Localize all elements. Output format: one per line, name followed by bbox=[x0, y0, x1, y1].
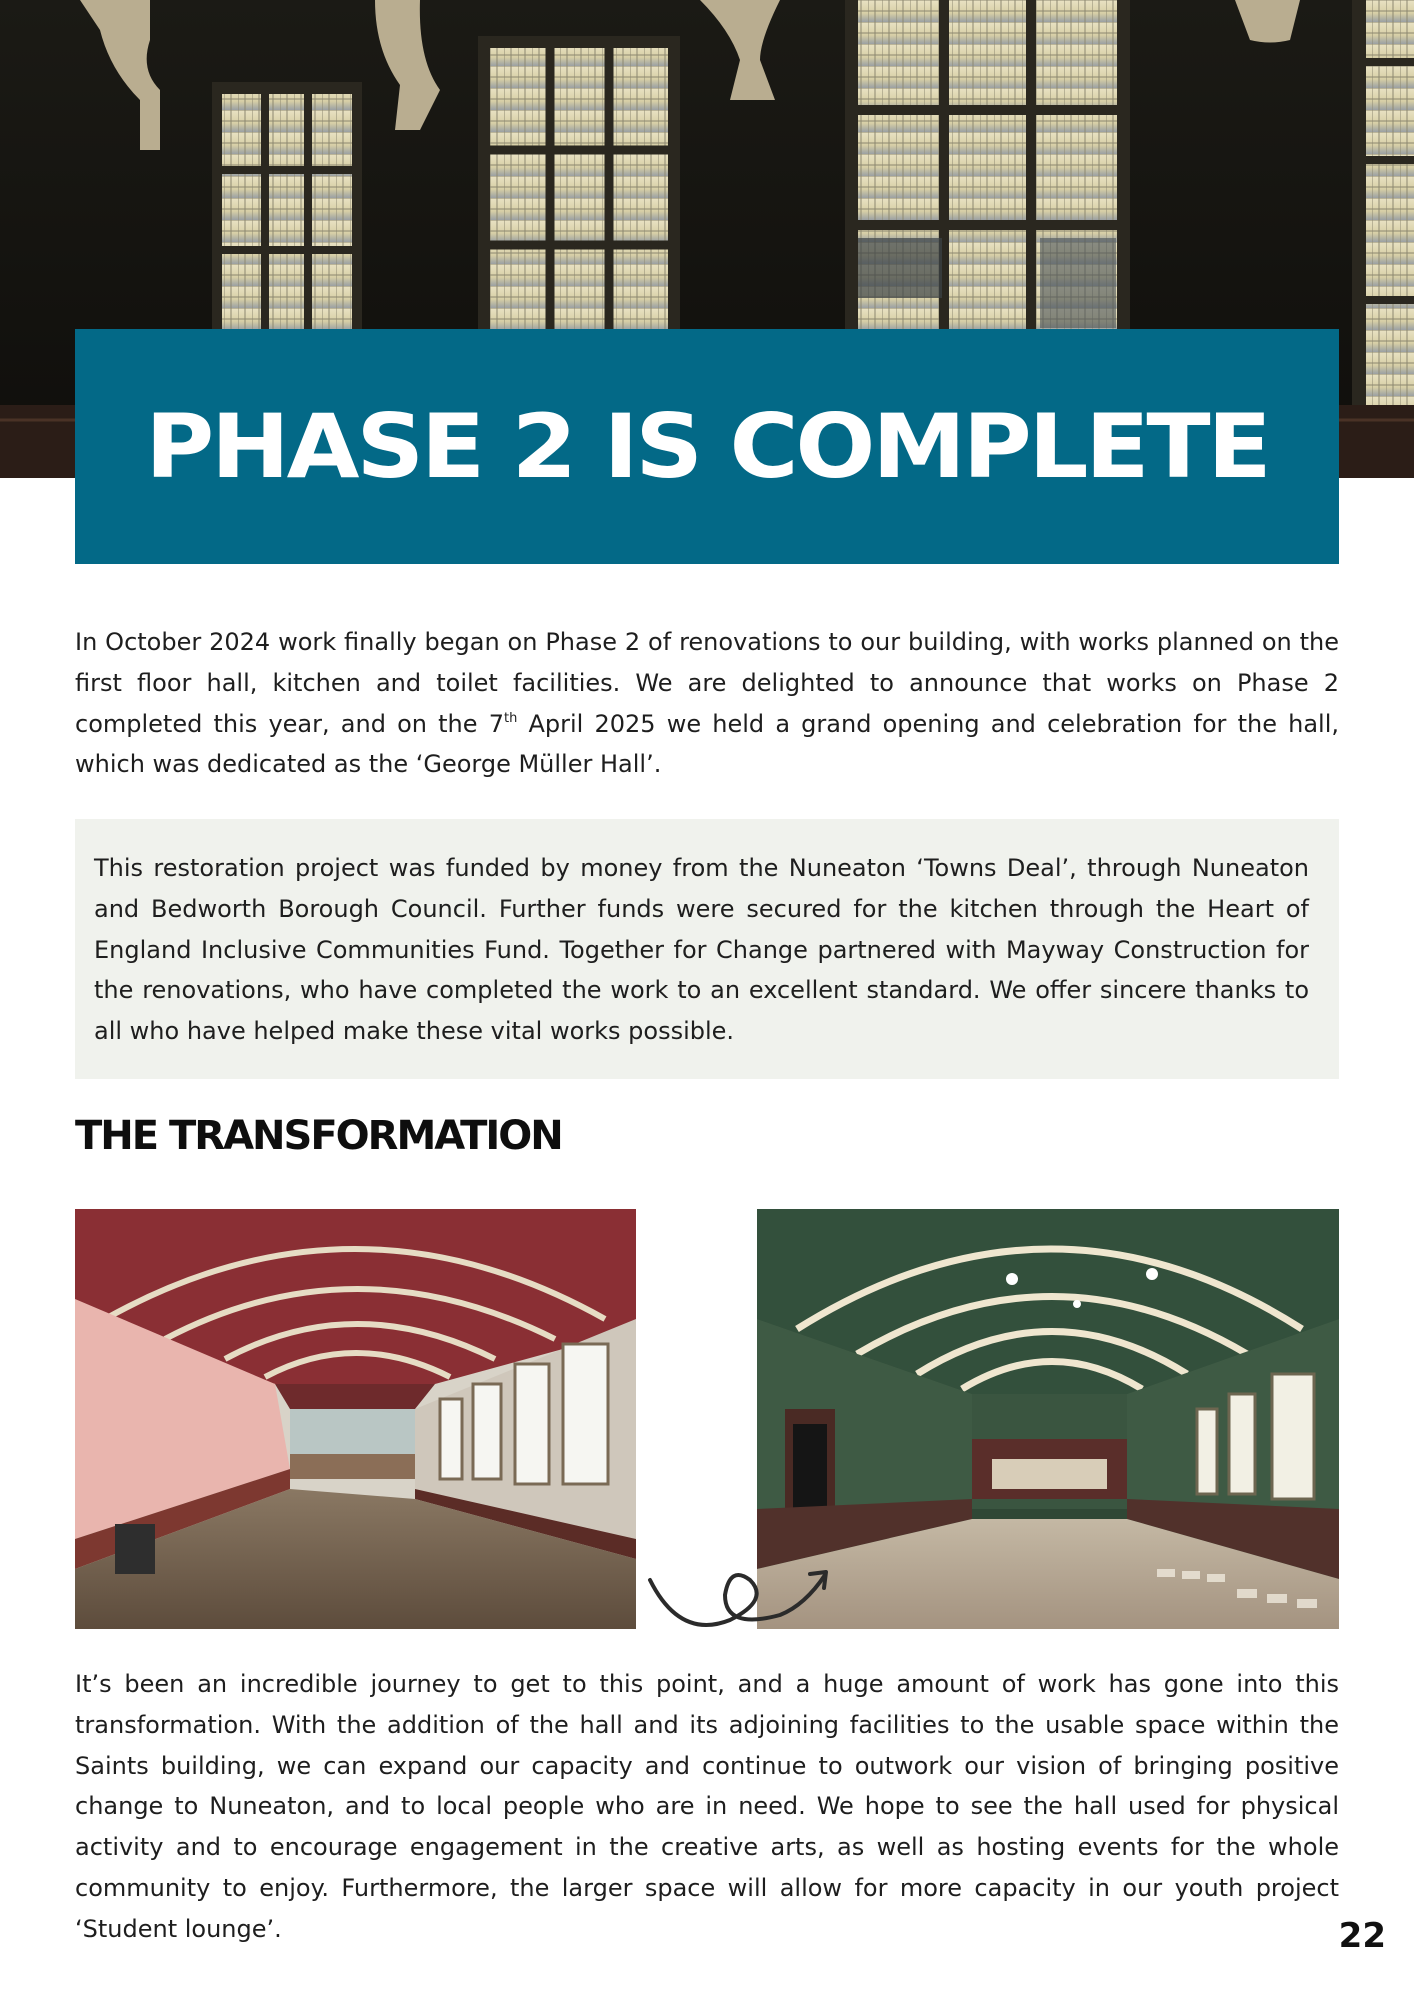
closing-paragraph: It’s been an incredible journey to get to this point, and a huge amount of work has gone into this transformation. With the addition of the hall and its adjoining facilities to the usable space within the Saints building, we can expand our capacity and continue to outwork our vision of bringing positive change to Nuneaton, and to local people who are in need. We hope to see the hall used for physical activity and to encourage engagement in the creative arts, as well as hosting events for the whole community to enjoy. Furthermore, the larger space will allow for more capacity in our youth project ‘Student lounge’. bbox=[75, 1670, 1339, 1943]
transformation-arrow-icon bbox=[640, 1560, 840, 1640]
intro-superscript: th bbox=[503, 710, 518, 726]
photo-before-renovation bbox=[75, 1209, 636, 1629]
intro-text-part-1: In October 2024 work finally began on Phase 2 of renovations to our building, with works planned on the first floor hall, kitchen and toilet facilities. We are delighted to announce that works on Phase 2 completed this year, and on the 7 bbox=[75, 628, 1339, 738]
section-heading: THE TRANSFORMATION bbox=[75, 1113, 562, 1159]
intro-paragraph bbox=[75, 622, 1339, 785]
photo-after-renovation bbox=[757, 1209, 1339, 1629]
funding-callout-text: This restoration project was funded by money from the Nuneaton ‘Towns Deal’, through Nuneaton and Bedworth Borough Council. Further funds were secured for the kitchen through the Heart of England Inclusive Communities Fund. Together for Change partnered with Mayway Construction for the renovations, who have completed the work to an excellent standard. We offer sincere thanks to all who have helped make these vital works possible. bbox=[94, 854, 1309, 1046]
page-number: 22 bbox=[1338, 1916, 1386, 1956]
page-title: PHASE 2 IS COMPLETE bbox=[145, 394, 1269, 498]
title-banner bbox=[75, 329, 1339, 564]
funding-callout-box bbox=[75, 819, 1339, 1079]
intro-text-part-2: April 2025 we held a grand opening and celebration for the hall, which was dedicated as the ‘George Müller Hall’. bbox=[75, 709, 1339, 779]
